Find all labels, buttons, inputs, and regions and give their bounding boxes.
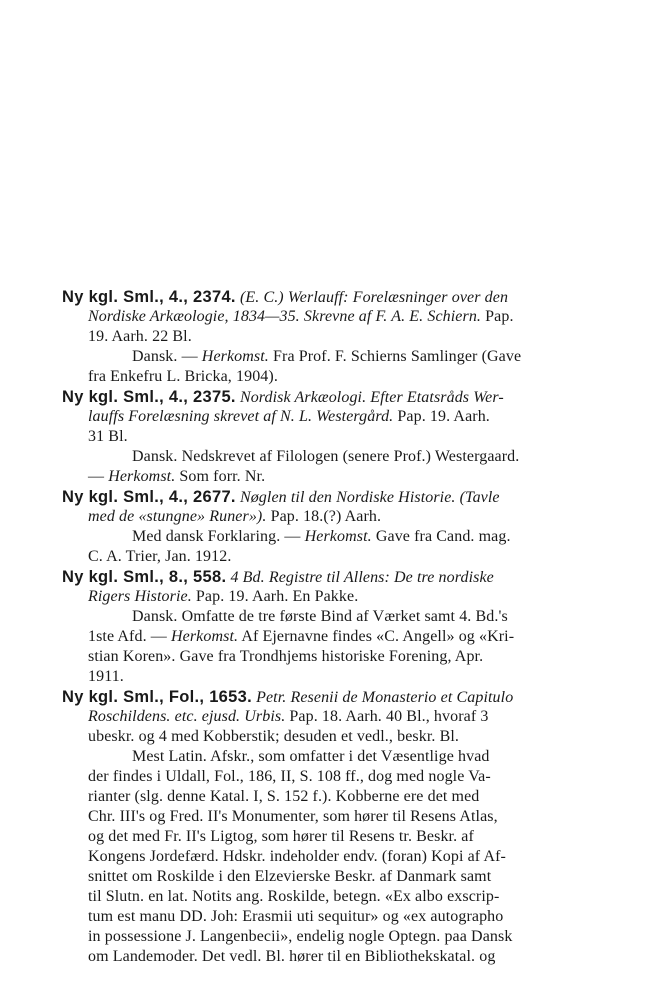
entry-shelfmark: Ny kgl. Sml., 8., 558. [62, 568, 227, 586]
entry-line [88, 667, 124, 687]
entry-line [88, 547, 231, 567]
entry-text: 31 Bl. [88, 428, 128, 445]
entry-text: Dansk. Omfatte de tre første Bind af Værket samt 4. Bd.'s [132, 608, 508, 625]
entry-text: rianter (slg. denne Katal. I, S. 152 f.). Kobberne ere det med [88, 788, 480, 805]
entry-text: ubeskr. og 4 med Kobberstik; desuden et vedl., beskr. Bl. [88, 728, 459, 745]
entry-line [88, 407, 490, 427]
entry-line [62, 687, 513, 708]
entry-line [88, 707, 488, 727]
entry-title-text: Skrevne af F. A. E. Schiern. [303, 308, 482, 325]
entry-line [88, 927, 512, 947]
entry-text: 1ste Afd. — [88, 628, 171, 645]
entry-line [88, 467, 265, 487]
entry-line [88, 507, 381, 527]
entry-line [62, 487, 500, 508]
entry-text: C. A. Trier, Jan. 1912. [88, 548, 232, 565]
entry-text: om Landemoder. Det vedl. Bl. hører til en Bibliothekskatal. og [88, 948, 496, 965]
entry-title-text: Petr. Resenii de Monasterio et Capitulo [256, 689, 514, 706]
entry-line [88, 307, 514, 327]
entry-text: Som forr. Nr. [175, 468, 266, 485]
entry-text: tum est manu DD. Joh: Erasmii uti sequitur» og «ex autographo [88, 908, 504, 925]
entry-text: Mest Latin. Afskr., som omfatter i det Væsentlige hvad [132, 748, 490, 765]
entry-title-text: 4 Bd. Registre til Allens: De tre nordiske [230, 569, 494, 586]
entry-text: 1911. [88, 668, 124, 685]
entry-shelfmark: Ny kgl. Sml., 4., 2375. [62, 388, 236, 406]
entry-line [62, 387, 504, 408]
entry-text: snittet om Roskilde i den Elzevierske Beskr. af Danmark samt [88, 868, 492, 885]
entry-line [88, 367, 278, 387]
entry-title-text: Herkomst. [170, 628, 239, 645]
entry-text: og det med Fr. II's Ligtog, som hører til Resens tr. Beskr. af [88, 828, 474, 845]
entry-text: Fra Prof. F. Schierns Samlinger (Gave [268, 348, 522, 365]
entry-line [132, 607, 508, 627]
entry-line [88, 827, 474, 847]
entry-line [88, 427, 128, 447]
entry-text: Pap. 18.(?) Aarh. [266, 508, 382, 525]
entry-text: Chr. III's og Fred. II's Monumenter, som hører til Resens Atlas, [88, 808, 498, 825]
entry-title-text: Nordiske Arkæologie, 1834—35. [88, 308, 300, 325]
entry-title-text: med de «stungne» Runer»). [88, 508, 267, 525]
entry-text: Kongens Jordefærd. Hdskr. indeholder endv. (foran) Kopi af Af- [88, 848, 506, 865]
entry-line [88, 627, 514, 647]
entry-text: Gave fra Cand. mag. [371, 528, 511, 545]
entry-title-text: Roschildens. etc. ejusd. Urbis. [88, 708, 286, 725]
entry-line [88, 867, 491, 887]
entry-line [88, 847, 506, 867]
entry-line [132, 347, 521, 367]
entry-text: Pap. 19. Aarh. [393, 408, 490, 425]
entry-text: Pap. 18. Aarh. 40 Bl., hvoraf 3 [285, 708, 489, 725]
entry-text: in possessione J. Langenbecii», endelig nogle Optegn. paa Dansk [88, 928, 513, 945]
entry-line [62, 287, 508, 308]
entry-title-text: Nordisk Arkæologi. Efter Etatsråds Wer- [239, 389, 504, 406]
entry-text: Pap. [481, 308, 514, 325]
entry-text: — [88, 468, 109, 485]
entry-text: fra Enkefru L. Bricka, 1904). [88, 368, 278, 385]
entry-line [132, 527, 511, 547]
entry-shelfmark: Ny kgl. Sml., 4., 2374. [62, 288, 236, 306]
entry-line [88, 787, 479, 807]
entry-title-text: Herkomst. [108, 468, 176, 485]
entry-line [88, 907, 503, 927]
entry-text: Med dansk Forklaring. — [132, 528, 305, 545]
entry-line [88, 587, 358, 607]
entry-text: stian Koren». Gave fra Trondhjems historiske Forening, Apr. [88, 648, 484, 665]
entry-text: 19. Aarh. 22 Bl. [88, 328, 192, 345]
entry-shelfmark: Ny kgl. Sml., 4., 2677. [62, 488, 236, 506]
entry-text: Af Ejernavne findes «C. Angell» og «Kri- [238, 628, 515, 645]
entry-text: der findes i Uldall, Fol., 186, II, S. 108 ff., dog med nogle Va- [88, 768, 491, 785]
entry-title-text: Nøglen til den Nordiske Historie. (Tavle [239, 489, 500, 506]
entry-line [62, 567, 494, 588]
entry-text: Pap. 19. Aarh. En Pakke. [191, 588, 359, 605]
entry-line [88, 727, 459, 747]
entry-line [88, 767, 491, 787]
entry-title-text: Rigers Historie. [88, 588, 192, 605]
entry-shelfmark: Ny kgl. Sml., Fol., 1653. [62, 688, 252, 706]
entry-title-text: lauffs Forelæsning skrevet af N. L. Westergård. [88, 408, 394, 425]
entry-title-text: Herkomst. [304, 528, 372, 545]
entry-title-text: Herkomst. [201, 348, 269, 365]
entry-line [88, 647, 483, 667]
entry-line [88, 807, 498, 827]
entry-line [132, 747, 490, 767]
entry-text: til Slutn. en lat. Notits ang. Roskilde, betegn. «Ex albo exscrip- [88, 888, 500, 905]
entry-text: Dansk. — [132, 348, 202, 365]
entry-line [88, 947, 495, 967]
entry-line [88, 887, 499, 907]
entry-text: Dansk. Nedskrevet af Filologen (senere Prof.) Westergaard. [132, 448, 520, 465]
entry-title-text: (E. C.) Werlauff: Forelæsninger over den [239, 289, 509, 306]
entry-line [132, 447, 519, 467]
entry-line [88, 327, 192, 347]
